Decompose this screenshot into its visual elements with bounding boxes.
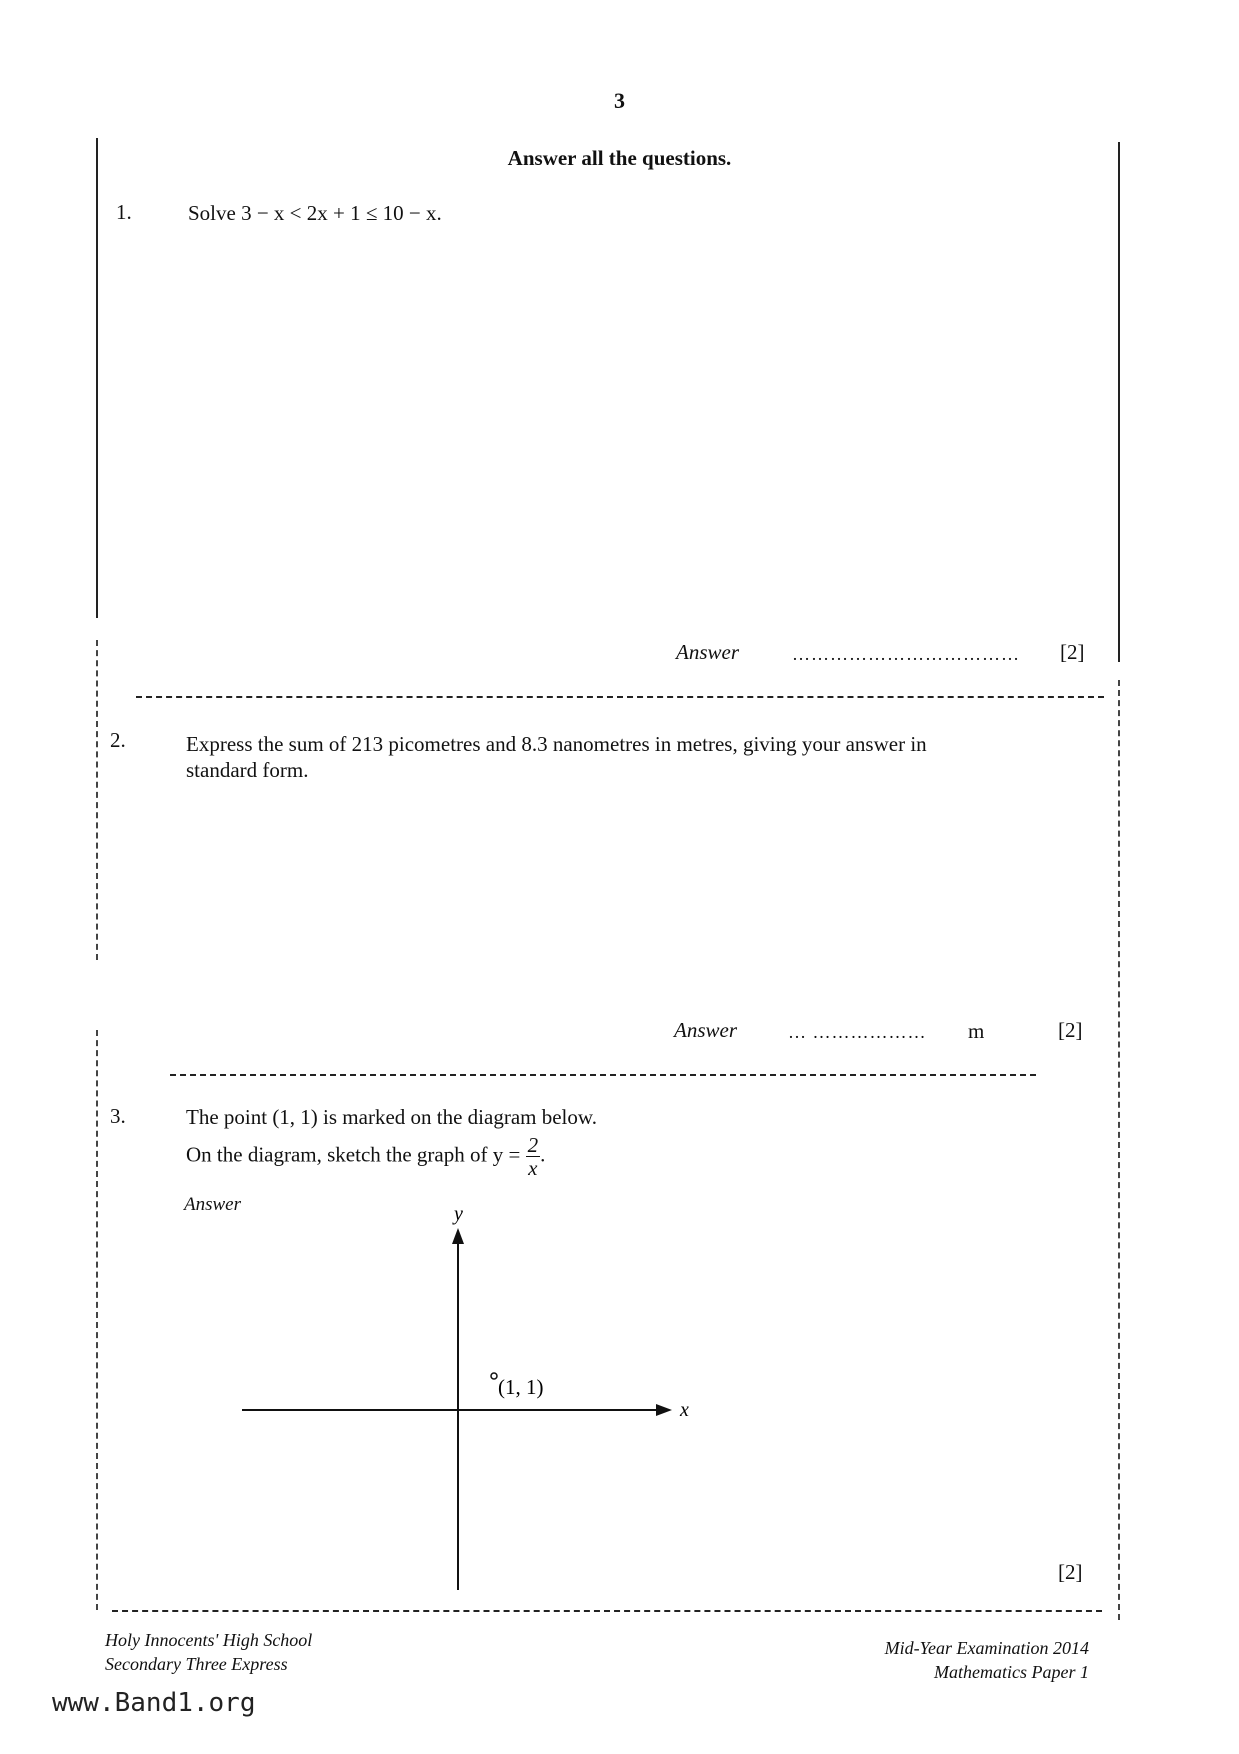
question-3-text-line2 [186, 1134, 545, 1179]
point-1-1 [491, 1373, 497, 1379]
question-3-number: 3. [110, 1104, 126, 1128]
question-2-text-line1: Express the sum of 213 picometres and 8.3 nanometres in metres, giving your answer in [186, 732, 927, 756]
footer-left [105, 1628, 312, 1676]
question-2-separator [170, 1074, 1036, 1076]
question-2-text-line2: standard form. [186, 758, 309, 782]
y-axis-arrow [452, 1228, 464, 1244]
point-label: (1, 1) [498, 1375, 544, 1399]
question-1-separator [136, 696, 1104, 698]
fraction-denominator: x [528, 1156, 538, 1180]
question-3-text-line1: The point (1, 1) is marked on the diagram below. [186, 1105, 597, 1129]
footer-right [885, 1636, 1089, 1684]
question-2-marks: [2] [1058, 1018, 1083, 1042]
footer-class: Secondary Three Express [105, 1654, 288, 1674]
x-axis-arrow [656, 1404, 672, 1416]
question-1-marks: [2] [1060, 640, 1085, 664]
fraction-2-over-x [526, 1134, 541, 1179]
left-border-mid [96, 640, 98, 960]
question-2-answer-label: Answer [674, 1018, 737, 1042]
question-2-answer-line[interactable]: … ……………… [788, 1022, 927, 1042]
right-border-bottom [1118, 680, 1120, 1620]
x-axis-label: x [680, 1399, 689, 1421]
question-2-answer-unit: m [968, 1019, 985, 1043]
footer-paper: Mathematics Paper 1 [934, 1662, 1089, 1682]
question-2-number: 2. [110, 728, 126, 752]
instruction-heading: Answer all the questions. [507, 146, 732, 170]
fraction-numerator: 2 [527, 1133, 539, 1157]
footer-exam: Mid-Year Examination 2014 [884, 1638, 1089, 1658]
question-1-number: 1. [116, 200, 132, 224]
left-border-bottom [96, 1030, 98, 1610]
question-3-text-line2-prefix: On the diagram, sketch the graph of y = [186, 1142, 521, 1167]
question-3-answer-label: Answer [184, 1194, 241, 1215]
question-3-text-line2-suffix: . [540, 1142, 546, 1167]
question-3-marks: [2] [1058, 1560, 1083, 1584]
axes-diagram[interactable] [230, 1200, 710, 1600]
question-1-answer-label: Answer [676, 640, 739, 664]
left-border-top [96, 138, 98, 618]
footer-school: Holy Innocents' High School [105, 1630, 313, 1650]
watermark: www.Band1.org [52, 1688, 256, 1718]
question-1-answer-line[interactable]: ……………………………… [792, 644, 1020, 664]
page-number: 3 [614, 88, 625, 113]
right-border-top [1118, 142, 1120, 662]
question-3-separator [112, 1610, 1102, 1612]
y-axis-label: y [454, 1203, 463, 1225]
question-1-text: Solve 3 − x < 2x + 1 ≤ 10 − x. [188, 201, 442, 225]
